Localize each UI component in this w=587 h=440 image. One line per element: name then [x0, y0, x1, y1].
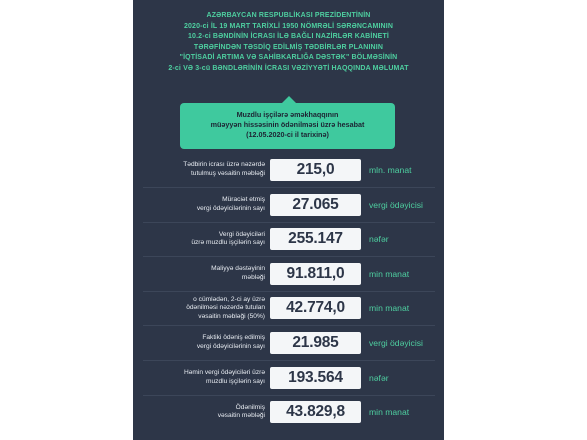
- stat-label-line: Faktiki ödəniş edilmiş: [202, 334, 265, 342]
- stat-row: [133, 224, 444, 254]
- stat-unit: min manat: [369, 407, 410, 418]
- title-notch: [282, 96, 296, 103]
- stat-unit: nəfər: [369, 234, 389, 245]
- header-line: TƏRƏFİNDƏN TƏSDİQ EDİLMİŞ TƏDBİRLƏR PLANININ: [193, 43, 384, 51]
- stat-value: 193.564: [270, 367, 361, 389]
- stat-value: 42.774,0: [270, 297, 361, 319]
- stat-label-line: Tədbirin icrası üzrə nəzərdə: [183, 161, 265, 169]
- stat-unit: mln. manat: [369, 165, 412, 175]
- header-line: "İQTİSADİ ARTIMA VƏ SAHİBKARLIĞA DƏSTƏK" BÖLMƏSİNİN: [179, 54, 398, 62]
- row-divider: [143, 256, 435, 257]
- stat-label-line: vəsaitin məbləği: [217, 412, 265, 420]
- stat-unit: min manat: [369, 303, 410, 314]
- row-divider: [143, 325, 435, 326]
- row-divider: [143, 187, 435, 188]
- stat-label: [137, 190, 265, 220]
- stat-unit: nəfər: [369, 372, 389, 383]
- stat-label-line: vergi ödəyicilərinin sayı: [196, 343, 265, 350]
- stat-label-line: məbləği: [241, 273, 265, 281]
- stat-row: [133, 190, 444, 220]
- header-line: 10.2-ci BƏNDİNİN İCRASI İLƏ BAĞLI NAZİRLƏR KABİNETİ: [187, 33, 390, 41]
- stat-value: 43.829,8: [270, 401, 361, 423]
- stat-label: [137, 293, 265, 323]
- document-header: [133, 11, 444, 75]
- infographic-panel: [133, 0, 444, 440]
- stat-row: [133, 155, 444, 185]
- stat-label: [137, 363, 265, 393]
- stat-label: [137, 397, 265, 427]
- row-divider: [143, 395, 435, 396]
- header-line: 2020-ci İL 19 MART TARİXLİ 1950 NÖMRƏLİ SƏRƏNCAMININ: [183, 22, 394, 30]
- stat-unit: vergi ödəyicisi: [369, 338, 423, 348]
- stat-value: 215,0: [270, 159, 361, 181]
- stat-row: [133, 397, 444, 427]
- stat-label-line: Ödənilmiş: [235, 403, 265, 411]
- title-line: müəyyən hissəsinin ödənilməsi üzrə hesabat: [210, 120, 365, 130]
- header-line: 2-ci VƏ 3-cü BƏNDLƏRİNİN İCRASI VƏZİYYƏTİ HAQQINDA MƏLUMAT: [168, 64, 409, 72]
- stat-label: [137, 328, 265, 358]
- stat-row: [133, 259, 444, 289]
- stat-label-line: ödənilməsi nəzərdə tutulan: [186, 304, 265, 312]
- stat-label-line: Müraciət etmiş: [222, 196, 265, 203]
- stat-label-line: tutulmuş vəsaitin məbləği: [190, 170, 265, 177]
- stat-row: [133, 363, 444, 393]
- stat-row: [133, 293, 444, 323]
- stat-label-line: vergi ödəyicilərinin sayı: [196, 204, 265, 212]
- title-line: (12.05.2020-ci il tarixinə): [246, 130, 329, 140]
- stat-label-line: o cümlədən, 2-ci ay üzrə: [193, 295, 265, 303]
- stat-unit: min manat: [369, 268, 410, 279]
- stat-label: [137, 259, 265, 289]
- stat-label: [137, 155, 265, 185]
- stat-label-line: üzrə muzdlu işçilərin sayı: [191, 239, 265, 247]
- stat-row: [133, 328, 444, 358]
- report-title-box: [180, 103, 395, 149]
- stat-label-line: Vergi ödəyiciləri: [218, 230, 265, 238]
- stat-value: 91.811,0: [270, 263, 361, 285]
- stat-label-line: Həmin vergi ödəyiciləri üzrə: [184, 369, 265, 376]
- row-divider: [143, 360, 435, 361]
- stat-value: 255.147: [270, 228, 361, 250]
- row-divider: [143, 222, 435, 223]
- stat-value: 21.985: [270, 332, 361, 354]
- stat-value: 27.065: [270, 194, 361, 216]
- title-line: Muzdlu işçilərə əməkhaqqının: [236, 110, 339, 119]
- header-line: AZƏRBAYCAN RESPUBLİKASI PREZİDENTİNİN: [206, 12, 371, 19]
- stat-label-line: Maliyyə dəstəyinin: [211, 265, 265, 273]
- stat-unit: vergi ödəyicisi: [369, 199, 423, 210]
- stat-label-line: vəsaitin məbləği (50%): [198, 312, 265, 320]
- stat-label-line: muzdlu işçilərin sayı: [206, 377, 265, 385]
- stat-label: [137, 224, 265, 254]
- row-divider: [143, 291, 435, 292]
